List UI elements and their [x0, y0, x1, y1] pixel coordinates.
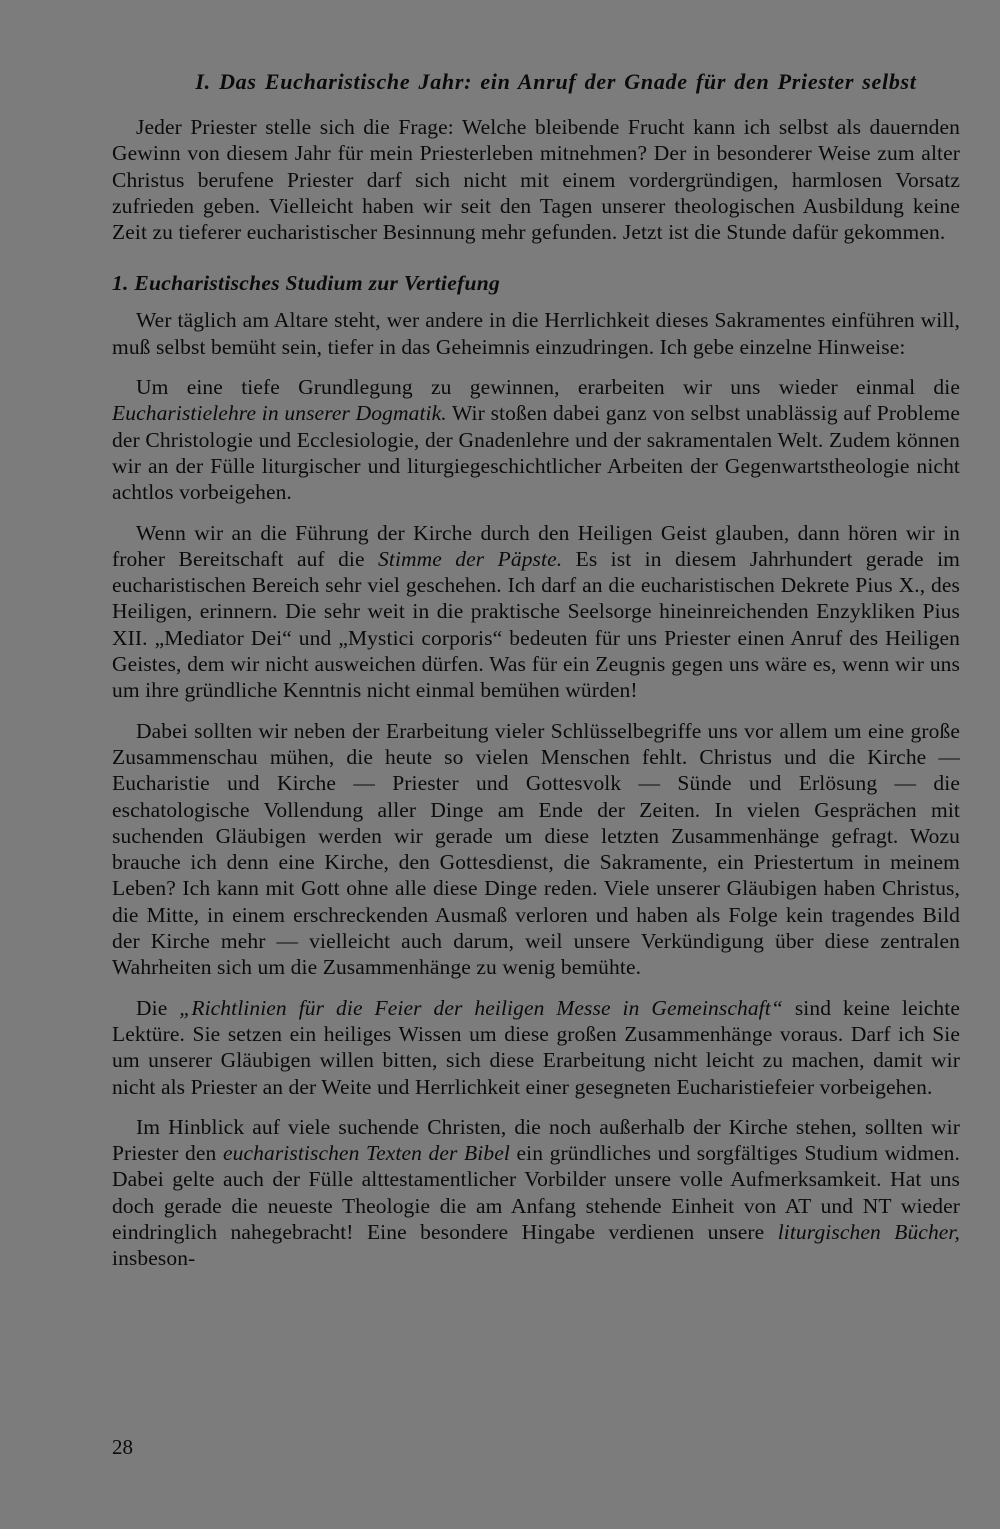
sub-heading: 1. Eucharistisches Studium zur Vertiefung — [112, 271, 501, 296]
paragraph-6-text-a: Im Hinblick auf viele suchende Christen, die noch außerhalb der Kirche stehen, sollten wir Priester den — [112, 1114, 960, 1166]
paragraph-5-emphasis: „Richtlinien für die Feier der heiligen Messe in Gemeinschaft“ — [179, 995, 783, 1020]
paragraph-6-text-c: insbeson- — [112, 1246, 196, 1271]
paragraph-5-text-b: sind keine leichte Lektüre. Sie setzen ein heiliges Wissen um diese großen Zusammenhänge voraus. Darf ich Sie um unserer Gläubigen willen bitten, sich diese Erarbeitung nicht leicht zu machen, damit wir nicht als Priester an der Weite und Herrlichkeit einer gesegneten Eucharistiefeier vorbeigehen. — [112, 995, 960, 1099]
intro-paragraph: Jeder Priester stelle sich die Frage: Welche bleibende Frucht kann ich selbst als dauernden Gewinn von diesem Jahr für mein Priesterleben mitnehmen? Der in besonderer Weise zum alter Christus berufene Priester darf sich nicht mit einem vordergründigen, harmlosen Vorsatz zufrieden geben. Vielleicht haben wir seit den Tagen unserer theologischen Ausbildung keine Zeit zu tieferer eucharistischer Besinnung mehr gefunden. Jetzt ist die Stunde dafür gekommen. — [112, 115, 960, 245]
page-number: 28 — [112, 1435, 133, 1459]
paragraph-4: Dabei sollten wir neben der Erarbeitung vieler Schlüsselbegriffe uns vor allem um eine große Zusammenschau mühen, die heute so vielen Menschen fehlt. Christus und die Kirche — Eucharistie und Kirche — Priester und Gottesvolk — Sünde und Erlösung — die eschatologische Vollendung aller Dinge am Ende der Zeiten. In vielen Gesprächen mit suchenden Gläubigen werden wir gerade um diese letzten Zusammenhänge gefragt. Wozu brauche ich denn eine Kirche, den Gottesdienst, die Sakramente, ein Priestertum in meinem Leben? Ich kann mit Gott ohne alle diese Dinge reden. Viele unserer Gläubigen haben Christus, die Mitte, in einem erschreckenden Ausmaß verloren und haben als Folge kein tragendes Bild der Kirche mehr — vielleicht auch darum, weil unsere Verkündigung über diese zentralen Wahrheiten sich um die Zusammenhänge zu wenig bemühte. — [112, 718, 960, 980]
paragraph-3-text-a: Wenn wir an die Führung der Kirche durch den Heiligen Geist glauben, dann hören wir in froher Bereitschaft auf die — [112, 520, 960, 571]
paragraph-3 — [112, 520, 960, 704]
page-content — [112, 68, 960, 1272]
paragraph-1: Wer täglich am Altare steht, wer andere in die Herrlichkeit dieses Sakramentes einführen will, muß selbst bemüht sein, tiefer in das Geheimnis einzudringen. Ich gebe einzelne Hinweise: — [112, 308, 960, 359]
paragraph-5-text-a: Die — [136, 995, 180, 1020]
paragraph-3-text-b: Es ist in diesem Jahrhundert gerade im eucharistischen Bereich sehr viel geschehen. Ich darf an die eucharistischen Dekrete Pius X., des Heiligen, erinnern. Die sehr weit in die praktische Seelsorge hineinreichenden Enzykliken Pius XII. „Mediator Dei“ und „Mystici corporis“ bedeuten für uns Priester einen Anruf des Heiligen Geistes, dem wir nicht ausweichen dürfen. Was für ein Zeugnis gegen uns wäre es, wenn wir uns um ihre gründliche Kenntnis nicht einmal bemühen würden! — [112, 546, 960, 703]
paragraph-5 — [112, 995, 960, 1100]
section-heading: I. Das Eucharistische Jahr: ein Anruf der Gnade für den Priester selbst — [195, 69, 917, 94]
paragraph-2-emphasis: Eucharistielehre in unserer Dogmatik. — [112, 401, 447, 426]
paragraph-6-text-b: ein gründliches und sorgfältiges Studium widmen. Dabei gelte auch der Fülle alttestamentlicher Vorbilder unsere volle Aufmerksamkeit. Hat uns doch gerade die neueste Theologie die am Anfang stehende Einheit von AT und NT wieder eindringlich nahegebracht! Eine besondere Hingabe verdienen unsere — [112, 1141, 960, 1244]
paragraph-2-text-b: Wir stoßen dabei ganz von selbst unablässig auf Probleme der Christologie und Ecclesiologie, der Gnadenlehre und der sakramentalen Welt. Zudem können wir an der Fülle liturgischer und liturgiegeschichtlicher Arbeiten der Gegenwartstheologie nicht achtlos vorbeigehen. — [112, 401, 960, 505]
paragraph-3-emphasis: Stimme der Päpste. — [378, 546, 563, 571]
paragraph-6 — [112, 1114, 960, 1272]
paragraph-6-emphasis: eucharistischen Texten der Bibel — [222, 1141, 510, 1166]
paragraph-6-emphasis-2: liturgischen Bücher, — [777, 1219, 960, 1244]
paragraph-2-text-a: Um eine tiefe Grundlegung zu gewinnen, erarbeiten wir uns wieder einmal die — [136, 375, 960, 400]
paragraph-2 — [112, 374, 960, 505]
